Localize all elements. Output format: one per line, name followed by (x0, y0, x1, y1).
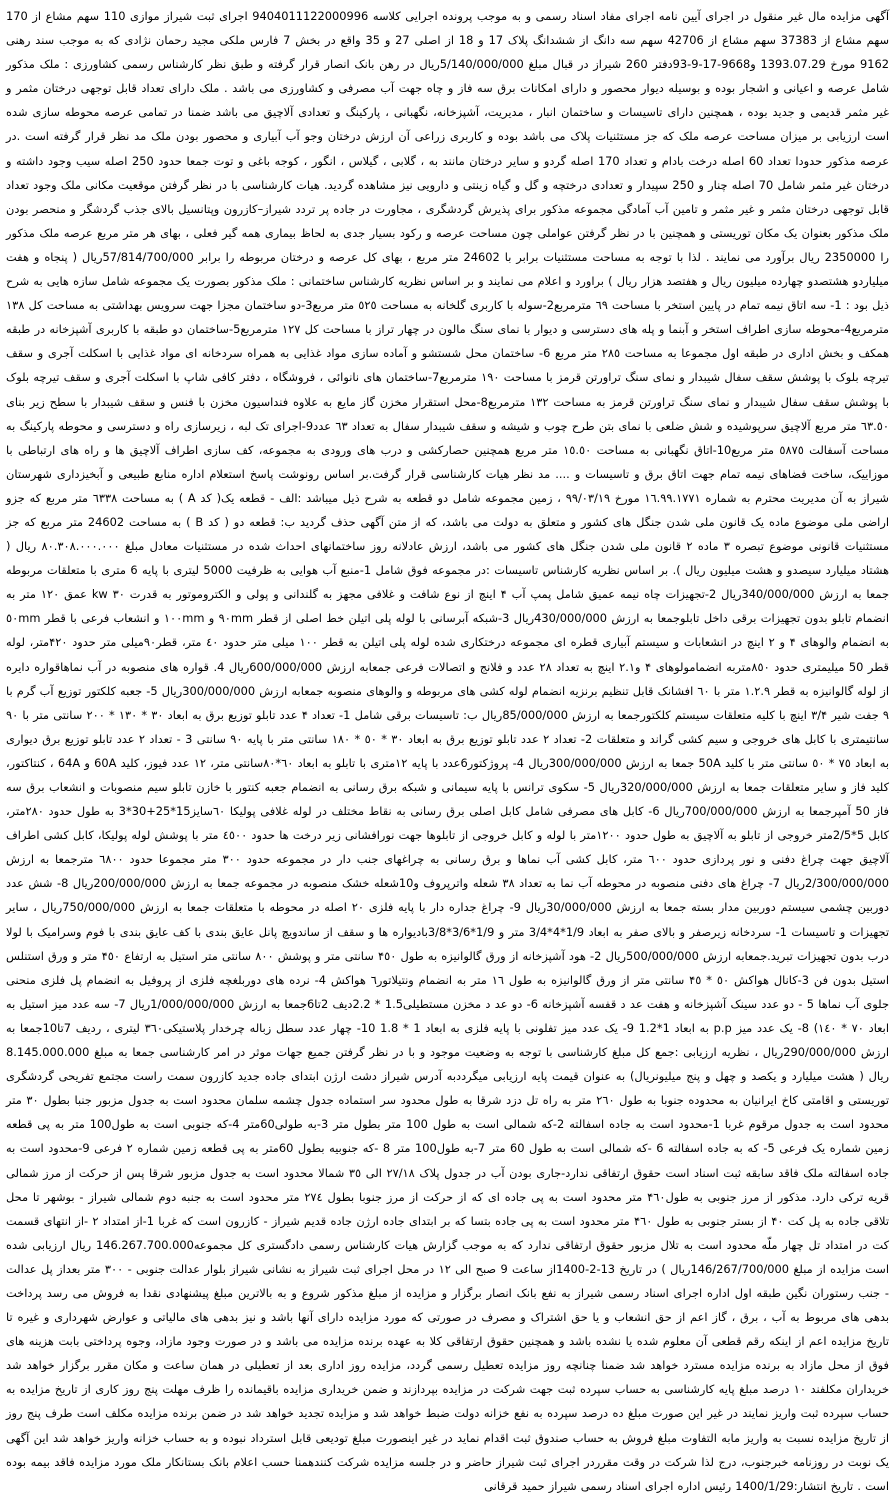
notice-body-text: آگهی مزایده مال غیر منقول در اجرای آیین نامه اجرای مفاد اسناد رسمی و به موجب پرونده اجرایی کلاسه 9404011122000996 اجرای ثبت شیراز موازی 110 سهم مشاع از 170 سهم مشاع از 37383 سهم مشاع از 42706 سهم سه دانگ از ششدانگ پلاک 17 و 18 از اصلی 27 و 35 واقع در بخش 7 فارس ملکی مجید رحمان نژادی که به موجب سند رهنی 9162 مورخ 1393.07.29 و9668-17-9-93دفتر 260 شیراز در قبال مبلغ 5/140/000/000ریال در رهن بانک انصار قرار گرفته و طبق نظر کارشناس رسمی کشاورزی : ملک مذکور شامل عرصه و اعیانی و اشجار بوده و بوسیله دیوار محصور و دارای امکانات برق سه فاز و چاه جهت آب مصرفی و کشاورزی می باشد . ملک دارای تعداد قابل توجهی درختان مثمر و غیر مثمر قدیمی و جدید بوده ، همچنین دارای تاسیسات و ساختمان انبار ، مدیریت، آشپزخانه، نگهبانی ، پارکینگ و تعدادی آلاچیق می باشد ضمنا در تمامی عرصه محوطه سازی شده است ارزیابی بر میزان مساحت عرصه ملک که جز مستثنیات پلاک می باشد بوده و کاربری زراعی آن ارزش درختان وجو آب آبیاری و محصور بودن ملک مد نظر قرار گرفته است .در عرصه مذکور حدودا تعداد 60 اصله درخت بادام و تعداد 170 اصله گردو و سایر درختان مانند به ، گلابی ، گیلاس ، انگور ، کوجه باغی و توت جمعا حدود 250 اصله سیب وجود داشته و درختان غیر مثمر شامل 70 اصله چنار و 250 سپیدار و تعدادی درختچه و گل و گیاه زینتی و دارویی نیز مشاهده گردید. هیات کارشناسی با در نظر گرفتن موقعیت مکانی ملک وجود تعداد قابل توجهی درختان مثمر و غیر مثمر و تامین آب آمادگی مجموعه مذکور برای پذیرش گردشگری ، مجاورت در جاده پر تردد شیراز–کازرون وپتانسیل بالای جذب گردشگر و منحصر بودن ملک مذکور بعنوان یک مکان توریستی و همچنین با در نظر گرفتن عواملی چون مساحت عرصه و رکود بسیار جدی به لحاظ بیماری همه گیر فعلی ، بهای هر متر مربع عرصه ملک مذکور را 2350000 ریال برآورد می نمایند . لذا با توجه به مساحت مستثنیات برابر با 24602 متر مربع ، بهای کل عرصه و درختان مربوطه را برابر 57/814/700/000ریال ( پنجاه و هفت میلیاردو هشتصدو چهارده میلیون ریال و هفتصد هزار ریال ) براورد و اعلام می نمایند و بر اساس نظریه کارشناس ساختمانی : ملک مذکور بصورت یک مجموعه شامل سازه هایی به شرح ذیل بود : 1- سه اتاق نیمه تمام در پایین استخر با مساحت ٦٩ مترمربع2-سوله با کاربری گلخانه به مساحت ٥٢٥ متر مربع3-دو ساختمان مجزا جهت سرویس بهداشتی به مساحت کل ١٣٨ مترمربع4-محوطه سازی اطراف استخر و آبنما و پله های دسترسی و دیوار با نمای سنگ مالون در چهار تراز با مساحت کل ١٢٧ مترمربع5-ساختمان دو طبقه با کاربری آشپزخانه در طبقه همکف و بخش اداری در طبقه اول مجموعا به مساحت ٢٨٥ متر مربع 6- ساختمان محل شستشو و آماده سازی مواد غذایی به همراه سردخانه ای مواد غذایی با اسکلت آجری و سقف تیرچه بلوک با پوشش سقف سفال شیبدار و نمای سنگ تراورتن قرمز با مساحت ١٩٠ مترمربع7-ساختمان های نانوائی ، فروشگاه ، دفتر کافی شاپ با اسکلت آجری و سقف تیرچه بلوک با پوشش سقف سفال شیبدار و نمای سنگ تراورتن قرمز به مساحت ١٣٢ مترمربع8-محل استقرار مخزن گاز مایع به علاوه فنداسیون مخزن با فنس و سقف شیبدار با سطح زیر بنای ٦٣.٥٠ متر مربع آلاچیق سرپوشیده و شش ضلعی با نمای بتن طرح چوب و شیشه و سقف شیبدار سفال به تعداد ٦٣ عدد9-اجرای تک لبه ، زیرسازی راه و دسترسی و محوطه پارکینگ به مساحت آسفالت ٥٨٧٥ متر مربع10-اتاق نگهبانی به مساحت ١٥.٥٠ متر مربع همچنین حصارکشی و درب های ورودی به مجموعه، کف سازی اطراف آلاچیق ها و راه های ارتباطی با موزاییک، ساخت فضاهای نیمه تمام جهت اتاق برق و تاسیسات و .... مد نظر هیات کارشناسی قرار گرفت.بر اساس رونوشت پاسخ استعلام اداره منابع طبیعی و آبخیزداری شهرستان شیراز به آن مدیریت محترم به شماره ١٦.٩٩.١٧٧١ مورخ ٩٩/٠٣/١٩ ، زمین مجموعه شامل دو قطعه به شرح ذیل میباشد :الف - قطعه یک( کد A ) به مساحت ٦٣٣٨ متر مربع که جزو اراضی ملی موضوع ماده یک قانون ملی شدن جنگل های کشور و متعلق به دولت می باشد، که از متن آگهی حذف گردید ب: قطعه دو ( کد B ) به مساحت 24602 متر مربع که جز مستثنیات قانونی موضوع تبصره ٣ ماده ٢ قانون ملی شدن جنگل های کشور می باشد، ارزش عادلانه روز ساختمانهای احداث شده در مستثنیات معادل مبلغ ٨٠.٣٠٨.٠٠٠.٠٠٠ ریال ( هشتاد میلیارد سیصدو و هشت میلیون ریال ). بر اساس نظریه کارشناس تاسیسات :در مجموعه فوق شامل 1-منبع آب هوایی به ظرفیت 5000 لیتری با پایه 6 متری با متعلقات مربوطه جمعا به ارزش 340/000/000ریال 2-تجهیزات چاه نیمه عمیق شامل پمپ آب ۴ اینچ از نوع شافت و غلافی مجهز به گلندانی و پولی و الکتروموتور به قدرت ٣٠ kw عمق ١٢٠ متر به انضمام تابلو بدون تجهیزات برقی داخل تابلوجمعا به ارزش 430/000/000ریال 3-شبکه آبرسانی با لوله پلی اتیلن خط اصلی از قطر ٩٠mm و ١٠٠mm و انشعاب فرعی با قطر ٥٠mm به انضمام والوهای ۴ و ٢ اینچ در انشعابات و سیستم آبیاری قطره ای مجموعه درختکاری شده لوله پلی اتیلن به قطر ١٠٠ میلی متر حدود ٤٠ متر، قطر٩٠میلی متر حدود ۴٢٠متر، لوله قطر 50 میلیمتری حدود ٨٥٠متربه انضمامولوهای ۴ و٢.١ اینچ به تعداد ٢٨ عدد و فلانج و اتصالات فرعی جمعابه ارزش 600/000/000ریال 4. قواره های منصوبه در آب نماهاقواره دایره از لوله گالوانیزه به قطر ١.٢.٩ متر با ٦٠ افشانک قابل تنظیم برنزیه انضمام لوله کشی های مربوطه و والوهای منصوبه جمعابه ارزش 300/000/000ریال 5- جعبه کلکتور توزیع آب گرم با ٩ جفت شیر ٣/۴ اینچ با کلیه متعلقات سیستم کلکتورجمعا به ارزش 85/000/000ریال ب: تاسیسات برقی شامل 1- تعداد ۴ عدد تابلو توزیع برق به ابعاد ٣٠ * ١٣٠ * ٢٠٠ سانتی متر با ٩٠ سانتیمتری با کابل های خروجی و سیم کشی گراند و متعلقات 2- تعداد ٢ عدد تابلو توزیع برق به ابعاد ٣٠ * ٥٠ * ١٨٠ سانتی متر با پایه ٩٠ سانتی 3 - تعداد ٢ عدد تابلو توزیع برق دیواری به ابعاد ٧٥ * ٥٠ سانتی متر با کلید 50A جمعا به ارزش 300/000/000ریال 4- پروژکتور6عدد با پایه ١٢متری با تابلو به ابعاد ٦٠*٨٠سانتی متر، ١٢ عدد فیوز، کلید 60A و 64A ، کنتاکتور، کلید فاز و سایر متعلقات جمعا به ارزش 320/000/000ریال 5- سکوی ترانس با پایه سیمانی و شبکه برق رسانی به انضمام جعبه کنتور با خازن تابلو سیم منصوبات و انشعاب برق سه فاز 50 آمپرجمعا به ارزش 700/000/000ریال 6- کابل های مصرفی شامل کابل اصلی برق رسانی به نقاط مختلف در لوله غلافی پولیکا ٦٠سایز15*25+30*3 به طول حدود ٢٨٠متر، کابل 5*2/5متر خروجی از تابلو به آلاچیق به طول حدود ١٢٠٠متر با لوله و کابل خروجی از تابلوها جهت نورافشانی زیر درخت ها حدود ٤٥٠٠ متر با پوشش لوله پولیکا، کابل کشی اطراف آلاچیق جهت چراغ دفنی و نور پردازی حدود ٦٠٠ متر، کابل کشی آب نماها و برق رسانی به چراغهای جنب دار در مجموعه حدود ٣٠٠ متر مجموعا حدود ٦٨٠٠ مترجمعا به ارزش 2/300/000/000ریال 7- چراغ های دفنی منصوبه در محوطه آب نما به تعداد ٣٨ شعله واترپروف و10شعله خشک منصوبه در مجموعه جمعا به ارزش 200/000/000ریال 8- شش عدد دوربین چشمی سیستم دوربین مدار بسته جمعا به ارزش 30/000/000ریال 9- چراغ جداره دار با پایه فلزی ٢٠ اصله در محوطه با متعلقات جمعا به ارزش 750/000/000ریال ، سایر تجهیزات و تاسیسات 1- سردخانه زیرصفر و بالای صفر به ابعاد 1/9*4*3/4 متر و 1/9*3/6*3/8بادیواره ها و سقف از ساندویچ پانل عایق بندی با کف عایق بندی با فوم وسرامیک با لولا درب بدون تجهیزات تبرید.جمعابه ارزش 500/000/000ریال 2- هود آشپزخانه از ورق گالوانیزه به طول ۴٥٠ سانتی متر و پوشش ٨٠٠ سانتی متر استیل به ارتفاع ۴٥٠ متر و ورق استنلس استیل بدون فن 3-کانال هواکش ٥٠ * ۴٥ سانتی متر از ورق گالوانیزه به طول ١٦ متر به انضمام ونتیلاتور٦ هواکش 4- نرده های دوربلغچه فلزی از پروفیل به انضمام پل فلزی منحنی جلوی آب نماها 5 - دو عدد سینک آشپزخانه و هفت عد د قفسه آشپزخانه 6- دو عد د مخزن مستطیلی1.5 * 2.2دیف 2تا6جمعا به ارزش 1/000/000/000ریال 7- سه عدد میز استیل به ابعاد ٧٠ * ١٤٠) 8- یک عدد میز p.p به ابعاد 1*1.2 9- یک عدد میز تفلونی با پایه فلزی به ابعاد 1 * 1.8 10- چهار عدد سطل زباله چرخدار پلاستیکی٣٦٠ لیتری ، ردیف 7تا10جمعا به ارزش 290/000/000ریال ، نظریه ارزیابی :جمع کل مبلغ کارشناسی با توجه به وضعیت موجود و با در نظر گرفتن جمیع جهات موثر در امر کارشناسی جمعا به مبلغ 8.145.000.000 ریال ( هشت میلیارد و یکصد و چهل و پنج میلیونریال) به عنوان قیمت پایه ارزیابی میگرددبه آدرس شیراز دشت ارژن ابتدای جاده جدید کازرون سمت راست مجتمع تفریحی گردشگری توریستی و اقامتی کاخ ایرانیان به محدوده جنوبا به طول ٢٦٠ متر به راه تل دزد شرقا به طول محدود سر استماده جدول چشمه سلمان محدود است به جدول مزبور جنبا بطول ٣٠ متر محدود است به جدول مرقوم غربا 1-محدود است به جاده اسفالته 2-که شمالی است به طول 100 متر بطول متر 3-به طولی60متر 4-که جنوبی است به طول100 متر به پی قطعه زمین شماره یک فرعی 5- که به جاده اسفالته 6 -که شمالی است به طول 60 متر 7-به طول100 متر 8 -که جنوبیه بطول 60متر به پی قطعه زمین شماره ٢ فرعی 9-محدود است به جاده اسفالته ملک فاقد سابقه ثبت اسناد است حقوق ارتفاقی ندارد-جاری بودن آب در جدول پلاک ٢٧/١٨ الی ٣٥ شمالا محدود است به جدول مزبور شرقا پس از حرکت از مرز شمالی قریه ترکی دارد. مذکور از مرز جنوبی به طول۴٦٠ متر محدود است به پی جاده ای که از حرکت از مرز جنوبا بطول ٢٧٤ متر محدود است به جنبه دوم شمالی شیراز - بوشهر تا محل تلاقی جاده به پل کت ۴٠ از بستر جنوبی به طول ۴٦٠ متر محدود است به پی جاده بتسا که بر ابتدای جاده ارژن جاده قدیم شیراز - کازرون است که غربا 1-از امتداد ۲ -از انتهای قسمت کت در امتداد تل چهار ملّه محدود است به تلال مزبور حقوق ارتفاقی ندارد که به موجب گزارش هیات کارشناس رسمی دادگستری کل مجموعه146.267.700.000 ریال ارزیابی شده است مزایده از مبلغ 146/267/700/000ریال ) در تاریخ 13-2-1400از ساعت 9 صبح الی ١٢ در محل اجرای ثبت شیراز به نشانی شیراز بلوار عدالت جنوبی - ٣٠٠ متر بعداز پل عدالت - جنب رستوران نگین طبقه اول اداره اجرای اسناد رسمی شیراز به نفع بانک انصار برگزار و مزایده از مبلغ مذکور شروع و به بالاترین مبلغ پیشنهادی نقدا به فروش می رسد پرداخت بدهی های مربوط به آب ، برق ، گاز اعم از حق انشعاب و یا حق اشتراک و مصرف در صورتی که مورد مزایده دارای آنها باشد و نیز بدهی های مالیاتی و عوارض شهرداری و غیره تا تاریخ مزایده اعم از اینکه رقم قطعی آن معلوم شده یا نشده باشد و همچنین حقوق ارتفاقی کلا به عهده برنده مزایده می باشد و در صورت وجود مازاد، وجوه پرداختی بابت هزینه های فوق از محل مازاد به برنده مزایده مسترد خواهد شد ضمنا چنانچه روز مزایده تعطیل رسمی گردد، مزایده روز اداری بعد از تعطیلی در همان ساعت و مکان مقرر برگزار خواهد شد خریداران مکلفند ١٠ درصد مبلغ پایه کارشناسی به حساب سپرده ثبت جهت شرکت در مزایده بپردازند و ضمن خریداری مزایده باقیمانده را ظرف مهلت پنج روز کاری از تاریخ مزایده به حساب سپرده ثبت واریز نمایند در غیر این صورت مبلغ ده درصد سپرده به نفع خزانه دولت ضبط خواهد شد و مزایده تجدید خواهد شد در ضمن برنده مزایده مکلف است طرف پنج روز از تاریخ مزایده نسبت به واریز مابه التفاوت مبلغ فروش به حساب صندوق ثبت اقدام نماید در غیر اینصورت مبلغ تودیعی قابل استرداد نبوده و به حساب خزانه واریز خواهد شد این آگهی یک نوبت در روزنامه خبرجنوب، درج لذا شرکت در وقت مقرردر اجرای ثبت شیراز حاضر و در جلسه مزایده شرکت کنندهمنا حسب اعلام بانک بستانکار ملک مورد مزایده فاقد بیمه بوده است . تاریخ انتشار:1400/1/29 رئیس اداره اجرای اسناد رسمی شیراز حمید قرقانی (6, 9, 890, 1493)
